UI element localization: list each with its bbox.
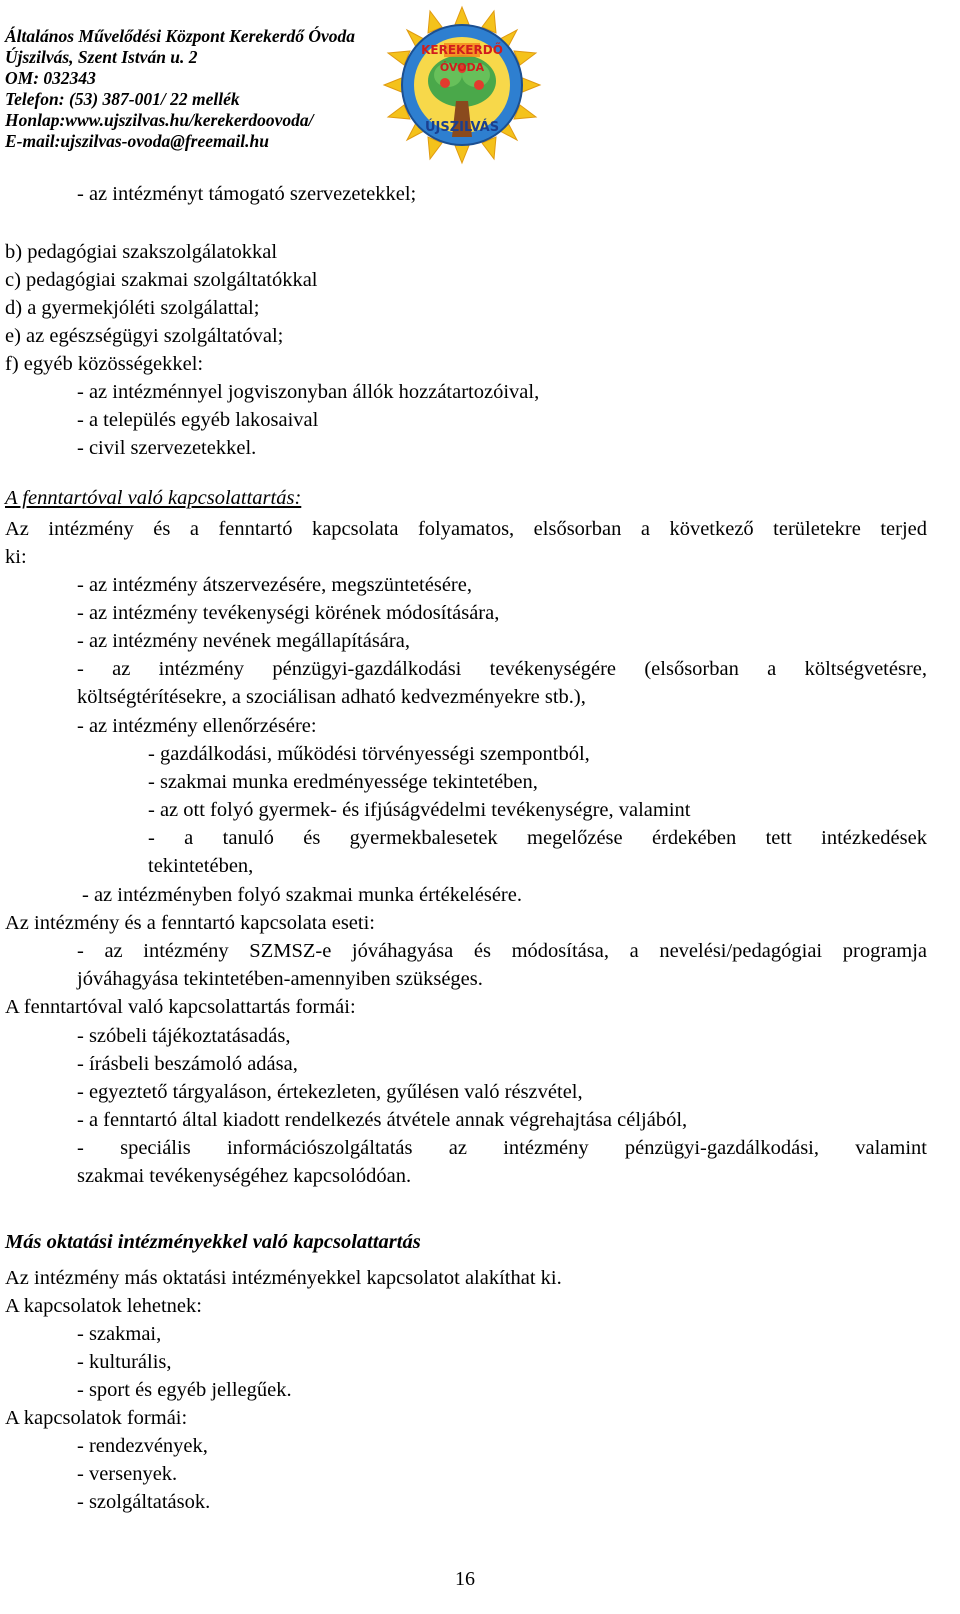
list-item: e) az egészségügyi szolgáltatóval; xyxy=(5,325,284,347)
list-item: - a település egyéb lakosaival xyxy=(77,409,319,431)
list-item: - gazdálkodási, működési törvényességi szempontból, xyxy=(148,743,590,765)
list-item: szakmai tevékenységéhez kapcsolódóan. xyxy=(77,1165,412,1187)
section-heading: Más oktatási intézményekkel való kapcsolattartás xyxy=(5,1231,421,1253)
list-item: - rendezvények, xyxy=(77,1435,208,1457)
page-number: 16 xyxy=(455,1568,475,1590)
list-item: - az intézmény ellenőrzésére: xyxy=(77,715,317,737)
list-item: - kulturális, xyxy=(77,1351,172,1373)
list-item: - az intézmény nevének megállapítására, xyxy=(77,630,410,652)
list-item: - szakmai, xyxy=(77,1323,162,1345)
list-item: - speciális információszolgáltatás az intézmény pénzügyi-gazdálkodási, valamint xyxy=(77,1137,927,1159)
paragraph-line: Az intézmény és a fenntartó kapcsolata eseti: xyxy=(5,912,375,934)
list-item: f) egyéb közösségekkel: xyxy=(5,353,204,375)
list-item: - az intézményt támogató szervezetekkel; xyxy=(77,183,417,205)
paragraph-line: A kapcsolatok lehetnek: xyxy=(5,1295,202,1317)
list-item: - versenyek. xyxy=(77,1463,178,1485)
institution-address: Újszilvás, Szent István u. 2 xyxy=(5,47,198,67)
list-item: - az intézmény átszervezésére, megszüntetésére, xyxy=(77,574,472,596)
list-item: - szóbeli tájékoztatásadás, xyxy=(77,1025,291,1047)
list-item: - az intézményben folyó szakmai munka értékelésére. xyxy=(82,884,522,906)
tree-logo-icon xyxy=(382,5,542,165)
list-item: b) pedagógiai szakszolgálatokkal xyxy=(5,241,278,263)
paragraph-line: ki: xyxy=(5,546,27,568)
institution-phone: Telefon: (53) 387-001/ 22 mellék xyxy=(5,89,240,109)
institution-website: Honlap:www.ujszilvas.hu/kerekerdoovoda/ xyxy=(5,110,314,130)
list-item: - a tanuló és gyermekbalesetek megelőzése érdekében tett intézkedések xyxy=(148,827,927,849)
list-item: - szakmai munka eredményessége tekintetében, xyxy=(148,771,538,793)
svg-text:ÚJSZILVÁS: ÚJSZILVÁS xyxy=(424,120,500,135)
institution-info xyxy=(5,26,355,152)
paragraph-line: A kapcsolatok formái: xyxy=(5,1407,188,1429)
list-item: - szolgáltatások. xyxy=(77,1491,211,1513)
paragraph-line: Az intézmény más oktatási intézményekkel kapcsolatot alakíthat ki. xyxy=(5,1267,562,1289)
list-item: - egyeztető tárgyaláson, értekezleten, gyűlésen való részvétel, xyxy=(77,1081,583,1103)
list-item: jóváhagyása tekintetében-amennyiben szükséges. xyxy=(77,968,483,990)
list-item: - a fenntartó által kiadott rendelkezés átvétele annak végrehajtása céljából, xyxy=(77,1109,688,1131)
institution-email: E-mail:ujszilvas-ovoda@freemail.hu xyxy=(5,131,269,151)
list-item: - civil szervezetekkel. xyxy=(77,437,257,459)
list-item: tekintetében, xyxy=(148,855,254,877)
paragraph-line: Az intézmény és a fenntartó kapcsolata folyamatos, elsősorban a következő területekre terjed xyxy=(5,518,927,540)
list-item: - sport és egyéb jellegűek. xyxy=(77,1379,292,1401)
list-item: költségtérítésekre, a szociálisan adható kedvezményekre stb.), xyxy=(77,686,586,708)
list-item: - az intézmény pénzügyi-gazdálkodási tevékenységére (elsősorban a költségvetésre, xyxy=(77,658,927,680)
list-item: - az intézménnyel jogviszonyban állók hozzátartozóival, xyxy=(77,381,540,403)
institution-om: OM: 032343 xyxy=(5,68,96,88)
paragraph-line: A fenntartóval való kapcsolattartás formái: xyxy=(5,996,356,1018)
section-heading: A fenntartóval való kapcsolattartás: xyxy=(5,487,302,509)
list-item: - az intézmény SZMSZ-e jóváhagyása és módosítása, a nevelési/pedagógiai programja xyxy=(77,940,927,962)
list-item: c) pedagógiai szakmai szolgáltatókkal xyxy=(5,269,318,291)
svg-text:KEREKERDŐ: KEREKERDŐ xyxy=(421,43,503,57)
list-item: - az intézmény tevékenységi körének módosítására, xyxy=(77,602,500,624)
list-item: - az ott folyó gyermek- és ifjúságvédelmi tevékenységre, valamint xyxy=(148,799,691,821)
svg-text:ÓVODA: ÓVODA xyxy=(439,61,485,74)
list-item: - írásbeli beszámoló adása, xyxy=(77,1053,298,1075)
institution-name: Általános Művelődési Központ Kerekerdő Óvoda xyxy=(5,26,356,46)
list-item: d) a gyermekjóléti szolgálattal; xyxy=(5,297,260,319)
page-header xyxy=(0,0,960,165)
